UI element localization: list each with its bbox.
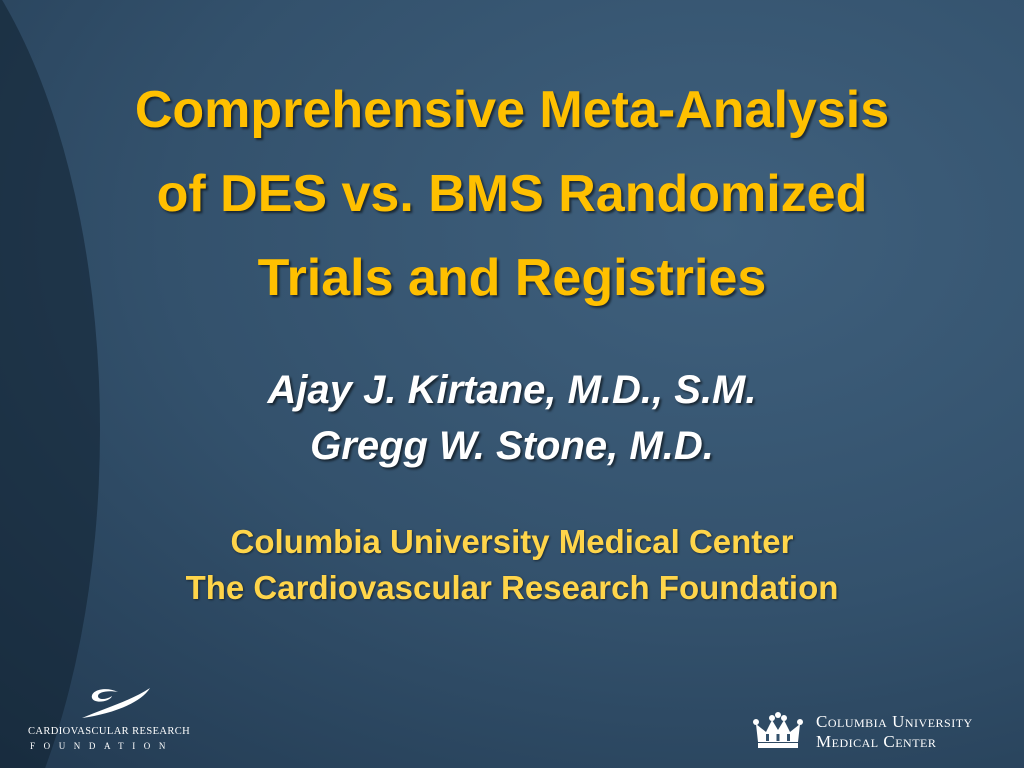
affiliation: Columbia University Medical Center [230, 523, 794, 560]
cumc-name-line1: Columbia University [816, 712, 973, 731]
affiliation: The Cardiovascular Research Foundation [185, 569, 839, 606]
crf-name-line2: FOUNDATION [30, 741, 174, 751]
author-name: Gregg W. Stone, M.D. [310, 424, 714, 468]
title-line: Trials and Registries [257, 249, 767, 307]
authors-block [0, 362, 1024, 474]
title-line: of DES vs. BMS Randomized [156, 165, 868, 223]
cumc-name-line2: Medical Center [816, 732, 937, 751]
crf-logo [22, 684, 202, 754]
slide-title [0, 68, 1024, 320]
title-line: Comprehensive Meta-Analysis [134, 81, 890, 139]
crf-swirl-icon [62, 684, 162, 724]
cumc-logo [752, 708, 1012, 756]
author-name: Ajay J. Kirtane, M.D., S.M. [267, 368, 757, 412]
crown-icon [752, 712, 804, 750]
crf-name-line1: CARDIOVASCULAR RESEARCH [28, 726, 191, 737]
affiliations-block [0, 519, 1024, 611]
